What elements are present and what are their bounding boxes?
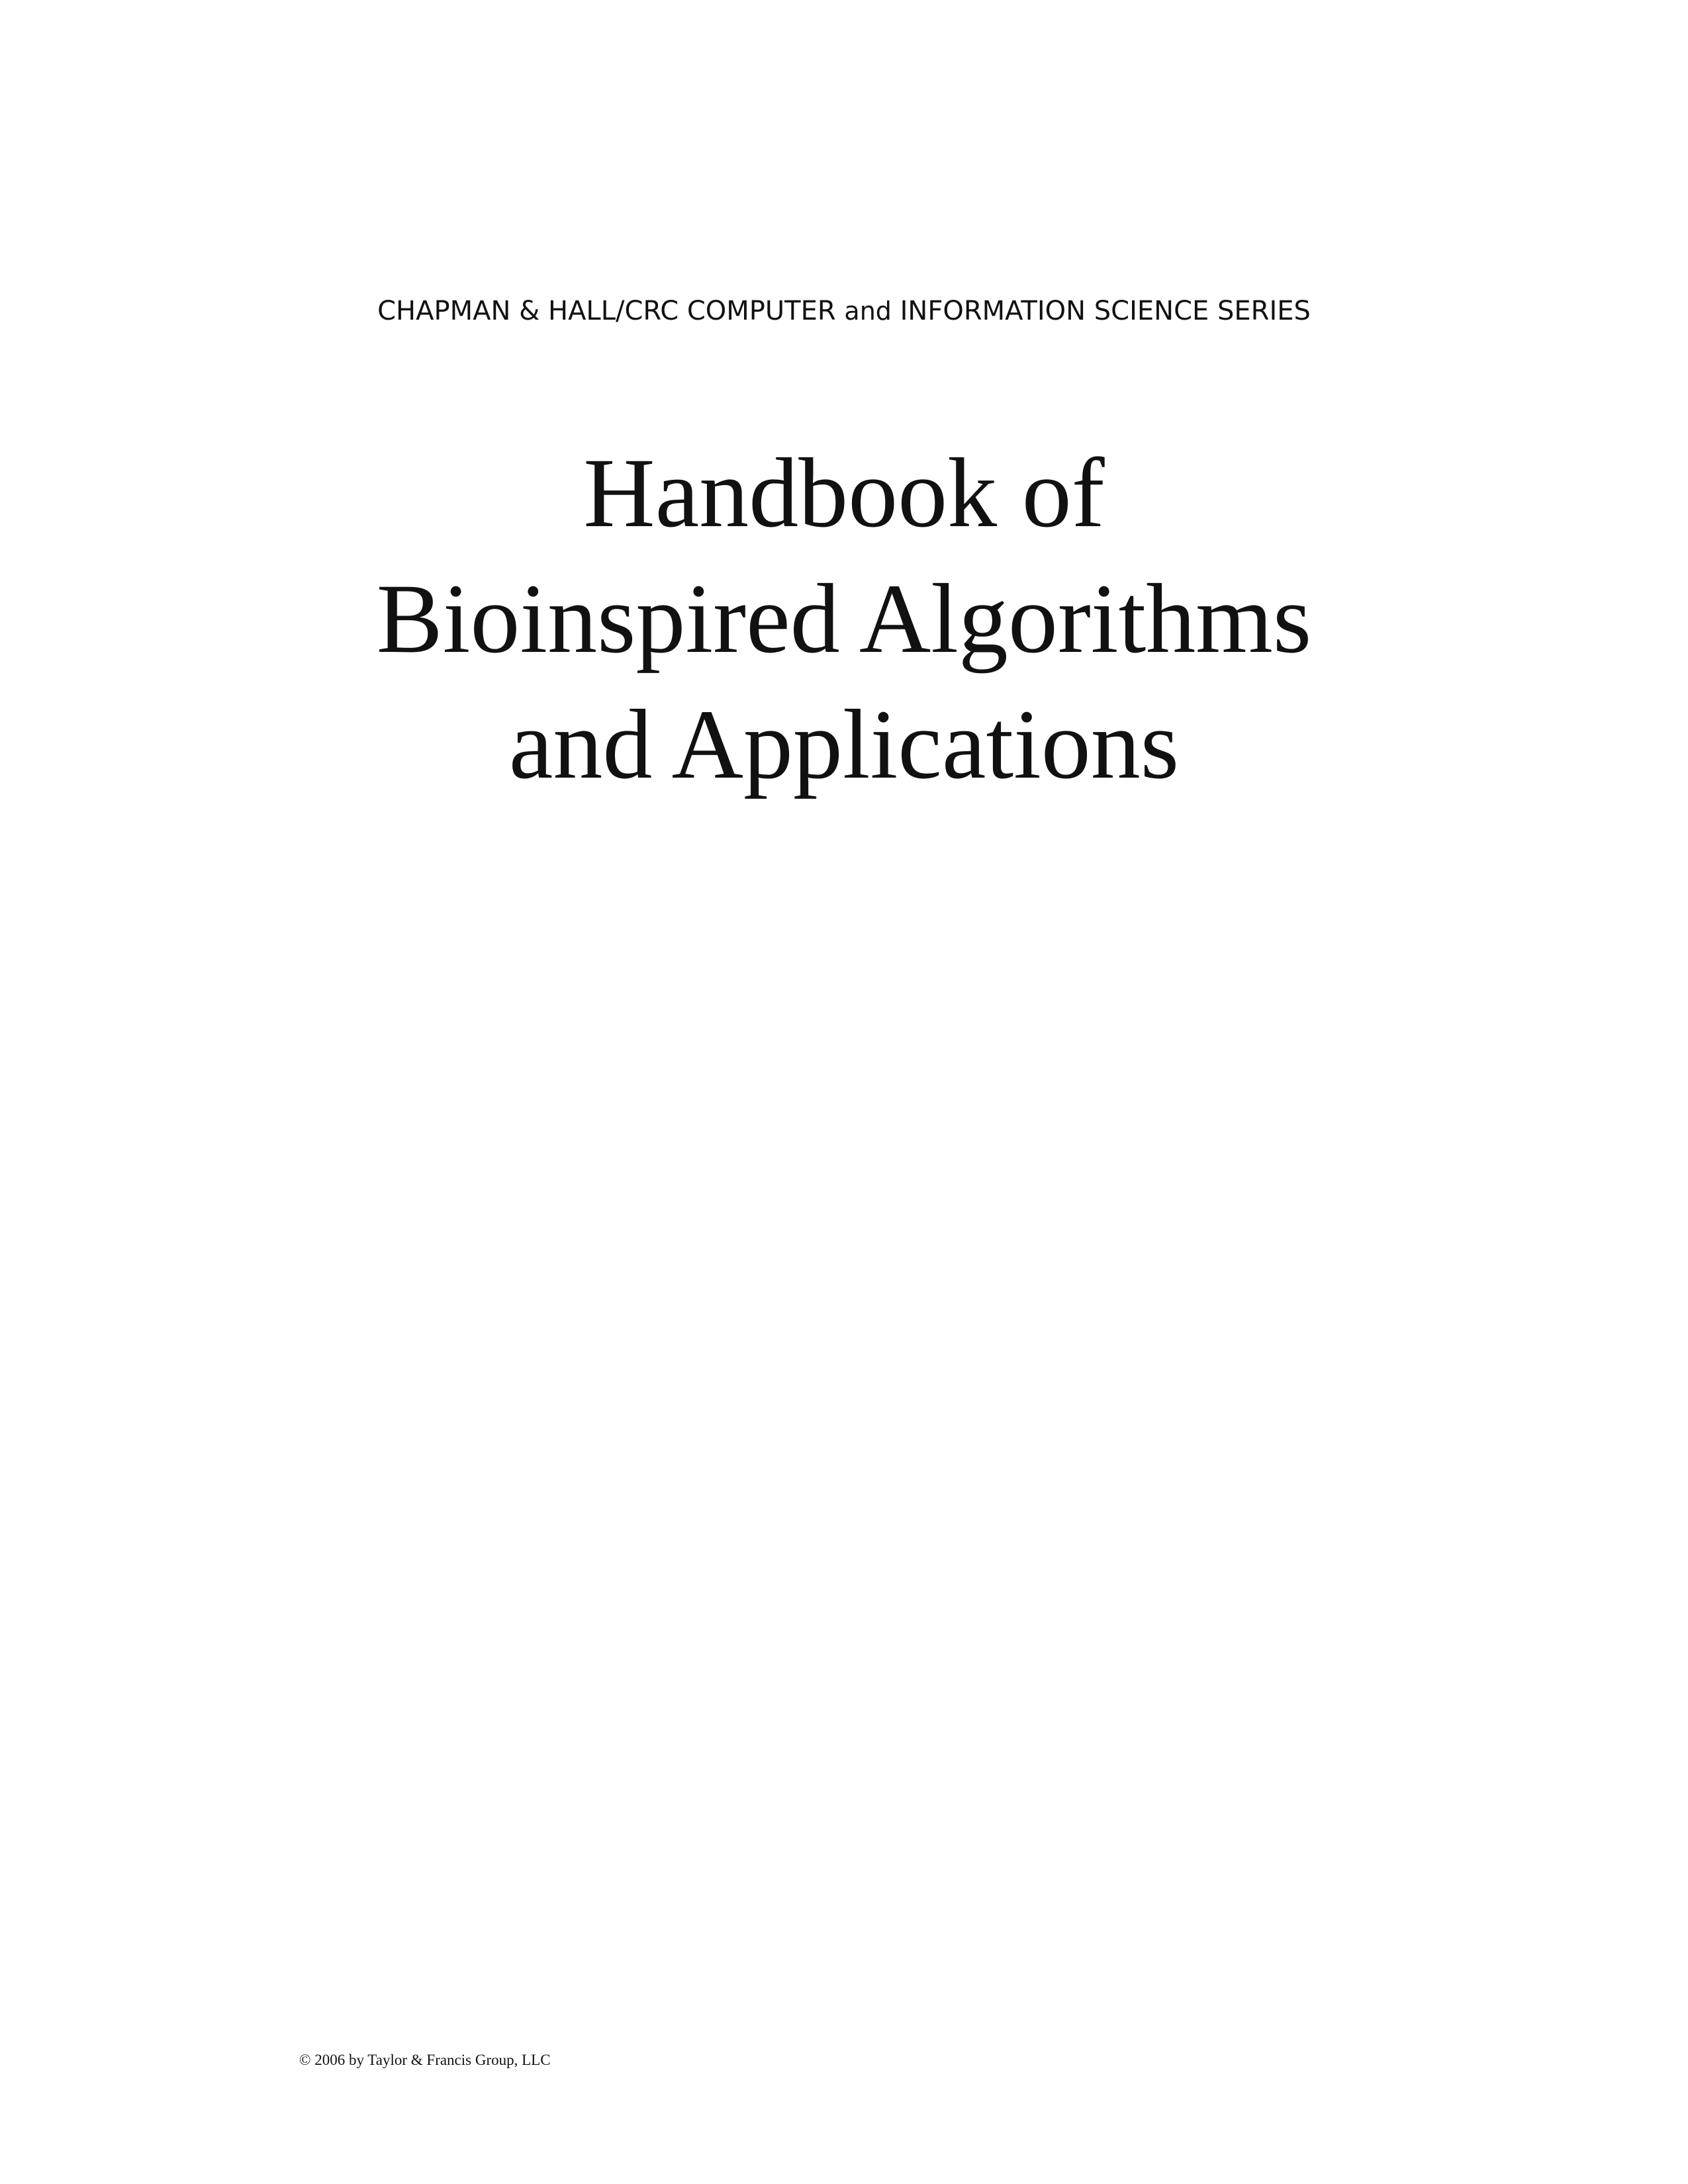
book-title	[0, 430, 1688, 807]
book-title-line-1: Handbook of	[583, 438, 1105, 548]
series-name-part2: INFORMATION SCIENCE SERIES	[900, 296, 1311, 326]
series-name-part1: CHAPMAN & HALL/CRC COMPUTER	[377, 296, 836, 326]
copyright-notice: © 2006 by Taylor & Francis Group, LLC	[299, 2052, 551, 2068]
series-name	[0, 291, 1688, 331]
book-title-line-2: Bioinspired Algorithms	[376, 564, 1312, 674]
series-name-conjunction: and	[844, 296, 892, 326]
book-title-line-3: and Applications	[508, 690, 1180, 799]
